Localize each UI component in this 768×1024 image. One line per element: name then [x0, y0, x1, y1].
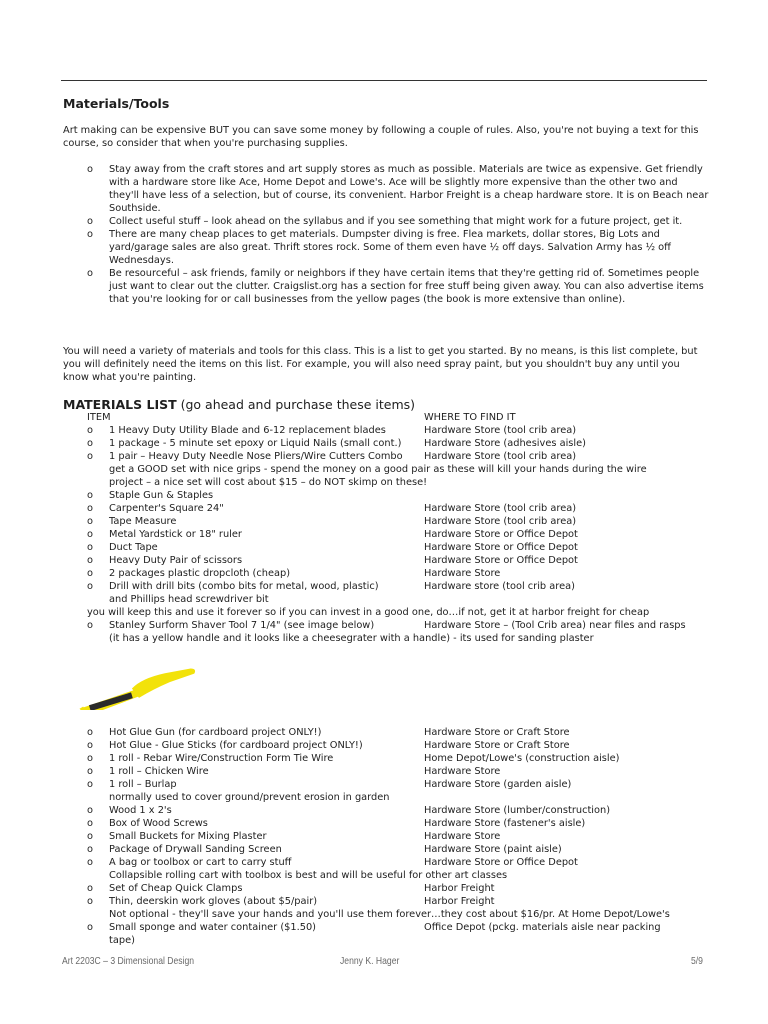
- material-where: Hardware Store (tool crib area): [424, 516, 577, 527]
- material-row: [87, 856, 717, 869]
- material-item: Small Buckets for Mixing Plaster: [109, 831, 267, 842]
- bullet-marker: o: [87, 581, 93, 592]
- bullet-marker: o: [87, 568, 93, 579]
- material-where: Hardware Store (adhesives aisle): [424, 438, 586, 449]
- material-item: Drill with drill bits (combo bits for metal, wood, plastic): [109, 581, 379, 592]
- material-item: Duct Tape: [109, 542, 158, 553]
- bullet-marker: o: [87, 542, 93, 553]
- material-where: Hardware Store (tool crib area): [424, 425, 577, 436]
- bullet-marker: o: [87, 844, 93, 855]
- bullet-marker: o: [87, 740, 93, 751]
- tip-text: Stay away from the craft stores and art supply stores as much as possible. Materials are twice as expensive. Get friendly with a hardware store like Ace, Home Depot and Lowe's. Ace will be slightly more expensive than the other two and they'll have less of a selection, but of course, its convenient. Harbor Freight is a cheap hardware store. It is on Beach near Southside.: [109, 164, 709, 214]
- item-note: [87, 908, 717, 921]
- bullet-marker: o: [87, 620, 93, 631]
- material-where: Hardware Store or Craft Store: [424, 727, 570, 738]
- material-row: [87, 541, 717, 554]
- material-where: Office Depot (pckg. materials aisle near packing: [424, 922, 661, 933]
- bullet-marker: o: [87, 229, 93, 240]
- material-row: [87, 895, 717, 908]
- material-item: Stanley Surform Shaver Tool 7 1/4" (see image below): [109, 620, 375, 631]
- bullet-marker: o: [87, 766, 93, 777]
- material-row: [87, 752, 717, 765]
- footer-author: Jenny K. Hager: [340, 955, 400, 967]
- column-header-item: ITEM: [87, 412, 111, 423]
- material-where: Hardware Store (tool crib area): [424, 451, 577, 462]
- material-row: [87, 921, 717, 934]
- footer-page-number: 5/9: [691, 955, 703, 967]
- intro-paragraph: Art making can be expensive BUT you can save some money by following a couple of rules. Also, you're not buying a text for this course, so consider that when you're purchasing supplies.: [63, 125, 699, 149]
- tip-item: [87, 163, 709, 215]
- bullet-marker: o: [87, 529, 93, 540]
- material-row: [87, 424, 717, 437]
- material-row: [87, 619, 717, 632]
- material-where: Hardware Store: [424, 831, 501, 842]
- material-where: Hardware Store: [424, 568, 501, 579]
- material-row: [87, 843, 717, 856]
- tool-handle: [130, 666, 198, 699]
- surform-shaver-tool-image: [72, 666, 202, 710]
- material-where: Hardware Store (lumber/construction): [424, 805, 611, 816]
- item-note-text: and Phillips head screwdriver bit: [109, 594, 269, 605]
- footer-course: Art 2203C – 3 Dimensional Design: [62, 955, 195, 967]
- tip-text: Collect useful stuff – look ahead on the syllabus and if you see something that might work for a future project, get it.: [109, 216, 683, 227]
- material-where: Hardware Store or Office Depot: [424, 529, 578, 540]
- material-where: Hardware store (tool crib area): [424, 581, 575, 592]
- material-item: Heavy Duty Pair of scissors: [109, 555, 243, 566]
- bullet-marker: o: [87, 516, 93, 527]
- item-note: [87, 476, 717, 489]
- item-note: [87, 606, 717, 619]
- material-row: [87, 739, 717, 752]
- material-item: Hot Glue - Glue Sticks (for cardboard project ONLY!): [109, 740, 363, 751]
- bullet-marker: o: [87, 490, 93, 501]
- material-row: [87, 817, 717, 830]
- material-item: Staple Gun & Staples: [109, 490, 214, 501]
- needs-paragraph: You will need a variety of materials and tools for this class. This is a list to get you started. By no means, is this list complete, but you will definitely need the items on this list. For example, you will also need spray paint, but you shouldn't buy any until you know what you're painting.: [63, 346, 698, 383]
- item-note-text: Not optional - they'll save your hands and you'll use them forever…they cost about $16/pr. At Home Depot/Lowe's: [109, 909, 670, 920]
- material-item: 1 pair – Heavy Duty Needle Nose Pliers/Wire Cutters Combo: [109, 451, 403, 462]
- bullet-marker: o: [87, 922, 93, 933]
- bullet-marker: o: [87, 216, 93, 227]
- item-note-text: Collapsible rolling cart with toolbox is best and will be useful for other art classes: [109, 870, 508, 881]
- tip-text: There are many cheap places to get materials. Dumpster diving is free. Flea markets, dollar stores, Big Lots and yard/garage sales are also great. Thrift stores rock. Some of them even have ½ off days. Salvation Army has ½ off Wednesdays.: [109, 229, 671, 266]
- material-where: Home Depot/Lowe's (construction aisle): [424, 753, 620, 764]
- material-item: Metal Yardstick or 18" ruler: [109, 529, 242, 540]
- material-item: 1 roll – Burlap: [109, 779, 177, 790]
- bullet-marker: o: [87, 555, 93, 566]
- bullet-marker: o: [87, 268, 93, 279]
- material-where: Hardware Store (tool crib area): [424, 503, 577, 514]
- materials-list-b: [87, 726, 717, 947]
- material-row: [87, 804, 717, 817]
- materials-list-heading: [63, 397, 415, 412]
- bullet-marker: o: [87, 896, 93, 907]
- material-row: [87, 830, 717, 843]
- material-where: Hardware Store or Office Depot: [424, 555, 578, 566]
- material-row: [87, 554, 717, 567]
- material-where: Hardware Store or Craft Store: [424, 740, 570, 751]
- item-note-text: get a GOOD set with nice grips - spend the money on a good pair as these will kill your hands during the wire: [109, 464, 647, 475]
- item-note-text: project – a nice set will cost about $15 – do NOT skimp on these!: [109, 477, 428, 488]
- material-row: [87, 726, 717, 739]
- material-item: 1 roll - Rebar Wire/Construction Form Tie Wire: [109, 753, 334, 764]
- material-where: Harbor Freight: [424, 896, 495, 907]
- bullet-marker: o: [87, 831, 93, 842]
- bullet-marker: o: [87, 451, 93, 462]
- tip-item: [87, 228, 709, 267]
- bullet-marker: o: [87, 503, 93, 514]
- material-row: [87, 567, 717, 580]
- item-note-text: (it has a yellow handle and it looks like a cheesegrater with a handle) - its used for sanding plaster: [109, 633, 594, 644]
- materials-list-heading-rest: (go ahead and purchase these items): [176, 397, 416, 412]
- item-note: [87, 632, 717, 645]
- column-header-where: WHERE TO FIND IT: [424, 412, 516, 423]
- bullet-marker: o: [87, 805, 93, 816]
- tip-text: Be resourceful – ask friends, family or neighbors if they have certain items that they're getting rid of. Sometimes people just want to clear out the clutter. Craigslist.org has a section for free stuff being given away. You can also advertise items that you're looking for or call businesses from the yellow pages (the book is more extensive than online).: [109, 268, 704, 305]
- bullet-marker: o: [87, 818, 93, 829]
- bullet-marker: o: [87, 164, 93, 175]
- bullet-marker: o: [87, 753, 93, 764]
- tip-item: [87, 215, 709, 228]
- material-row: [87, 580, 717, 593]
- tool-grater-holes: [89, 692, 133, 710]
- materials-list-heading-strong: MATERIALS LIST: [63, 397, 177, 412]
- header-rule: [61, 80, 707, 81]
- item-note: [87, 593, 717, 606]
- item-note: [87, 791, 717, 804]
- material-row: [87, 489, 717, 502]
- bullet-marker: o: [87, 438, 93, 449]
- material-item: Box of Wood Screws: [109, 818, 208, 829]
- item-note: [87, 934, 717, 947]
- material-item: Thin, deerskin work gloves (about $5/pair): [109, 896, 318, 907]
- material-row: [87, 437, 717, 450]
- bullet-marker: o: [87, 883, 93, 894]
- material-item: Carpenter's Square 24": [109, 503, 224, 514]
- item-note-text: normally used to cover ground/prevent erosion in garden: [109, 792, 390, 803]
- item-note: [87, 869, 717, 882]
- material-row: [87, 502, 717, 515]
- material-where: Hardware Store: [424, 766, 501, 777]
- material-item: Wood 1 x 2's: [109, 805, 172, 816]
- item-note-text: tape): [109, 935, 135, 946]
- tips-list: [87, 163, 709, 306]
- material-where: Hardware Store (garden aisle): [424, 779, 572, 790]
- material-where: Hardware Store or Office Depot: [424, 857, 578, 868]
- bullet-marker: o: [87, 727, 93, 738]
- material-item: Package of Drywall Sanding Screen: [109, 844, 282, 855]
- material-item: 1 Heavy Duty Utility Blade and 6-12 replacement blades: [109, 425, 386, 436]
- material-where: Hardware Store – (Tool Crib area) near files and rasps: [424, 620, 686, 631]
- material-item: 2 packages plastic dropcloth (cheap): [109, 568, 291, 579]
- tip-item: [87, 267, 709, 306]
- material-where: Hardware Store or Office Depot: [424, 542, 578, 553]
- material-item: Set of Cheap Quick Clamps: [109, 883, 243, 894]
- material-row: [87, 528, 717, 541]
- bullet-marker: o: [87, 779, 93, 790]
- material-item: A bag or toolbox or cart to carry stuff: [109, 857, 292, 868]
- material-row: [87, 882, 717, 895]
- material-item: 1 roll – Chicken Wire: [109, 766, 209, 777]
- item-note: [87, 463, 717, 476]
- material-item: Hot Glue Gun (for cardboard project ONLY!): [109, 727, 322, 738]
- column-header-row: [87, 411, 717, 424]
- materials-list-a: [87, 411, 717, 645]
- material-row: [87, 450, 717, 463]
- item-note-text: you will keep this and use it forever so if you can invest in a good one, do…if not, get it at harbor freight for cheap: [87, 607, 650, 618]
- bullet-marker: o: [87, 857, 93, 868]
- material-row: [87, 515, 717, 528]
- section-title: Materials/Tools: [63, 96, 170, 111]
- material-where: Hardware Store (fastener's aisle): [424, 818, 586, 829]
- material-where: Harbor Freight: [424, 883, 495, 894]
- material-where: Hardware Store (paint aisle): [424, 844, 562, 855]
- material-row: [87, 765, 717, 778]
- bullet-marker: o: [87, 425, 93, 436]
- material-item: 1 package - 5 minute set epoxy or Liquid Nails (small cont.): [109, 438, 402, 449]
- material-item: Tape Measure: [109, 516, 177, 527]
- material-row: [87, 778, 717, 791]
- material-item: Small sponge and water container ($1.50): [109, 922, 317, 933]
